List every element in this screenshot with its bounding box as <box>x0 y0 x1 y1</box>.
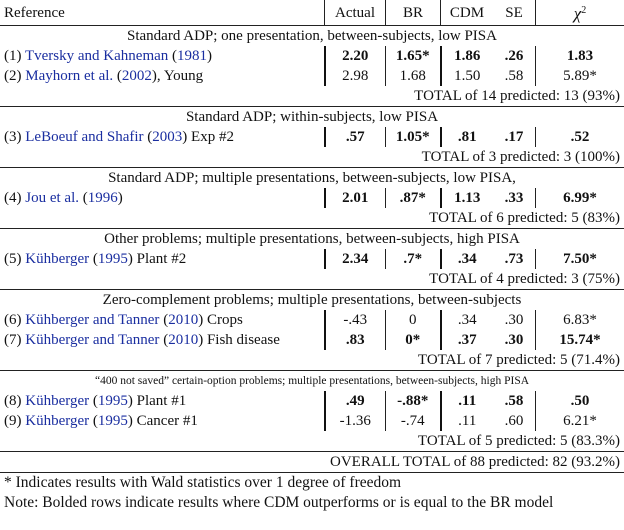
chi-squared-value: 6.83* <box>536 310 624 330</box>
section-total: TOTAL of 3 predicted: 3 (100%) <box>421 149 620 165</box>
section-title: Standard ADP; multiple presentations, between-subjects, low PISA, <box>0 168 624 189</box>
actual-value-bold: 2.34 <box>342 251 369 267</box>
br-value <box>386 127 441 147</box>
footnote-text: Note: Bolded rows indicate results where CDM outperforms or is equal to the BR model <box>4 494 554 511</box>
overall-total: OVERALL TOTAL of 88 predicted: 82 (93.2%) <box>0 452 624 473</box>
chi-squared-value <box>536 391 624 411</box>
reference-detail: Plant #1 <box>132 393 187 409</box>
section-title-row <box>0 168 624 189</box>
reference-cell <box>0 330 325 350</box>
reference-detail: Crops <box>203 312 243 328</box>
se-value-bold: .58 <box>504 393 524 409</box>
section-title: “400 not saved” certain-option problems; multiple presentations, between-subjects, high PISA <box>0 371 624 392</box>
citation-paren-open: ( <box>89 251 98 267</box>
table-row <box>0 127 624 147</box>
reference-detail: Exp #2 <box>187 129 234 145</box>
actual-value-bold: 2.20 <box>342 48 369 64</box>
citation-year-link[interactable]: 1995 <box>97 393 128 409</box>
cdm-value: 1.50 <box>441 66 494 86</box>
reference-detail: Plant #2 <box>132 251 187 267</box>
se-value <box>493 46 536 66</box>
cdm-value <box>441 188 494 208</box>
se-value <box>493 127 536 147</box>
citation-paren-close: ) <box>117 190 123 206</box>
actual-value <box>325 391 386 411</box>
se-value-bold: .17 <box>504 129 524 145</box>
se-value-bold: .73 <box>504 251 524 267</box>
cdm-value <box>441 249 494 269</box>
citation-paren-open: ( <box>89 413 98 429</box>
actual-value-bold: .57 <box>345 129 365 145</box>
chi-squared-value <box>536 330 624 350</box>
row-index: (6) <box>4 312 26 328</box>
section-title-row <box>0 290 624 311</box>
header-cdm: CDM <box>441 0 494 26</box>
footnote-text: * Indicates results with Wald statistics over 1 degree of freedom <box>0 473 624 494</box>
br-value-bold: .7* <box>403 251 423 267</box>
section-title-row <box>0 371 624 392</box>
br-value <box>386 249 441 269</box>
se-value-bold: .26 <box>504 48 524 64</box>
br-value <box>386 188 441 208</box>
citation-paren-close: ) <box>127 251 133 267</box>
section-total-row <box>0 208 624 229</box>
citation-year-link[interactable]: 2003 <box>152 129 183 145</box>
header-row <box>0 0 624 26</box>
br-value-bold: 1.65* <box>395 48 430 64</box>
chi-squared-value-bold: 7.50* <box>563 251 597 267</box>
row-index: (7) <box>4 332 26 348</box>
citation-year-link[interactable]: 2010 <box>168 332 199 348</box>
se-value <box>493 188 536 208</box>
br-value <box>386 46 441 66</box>
footnote-row <box>0 493 624 513</box>
section-total-row <box>0 431 624 452</box>
header-reference: Reference <box>4 5 65 21</box>
se-value: .58 <box>504 68 524 84</box>
citation-paren-open: ( <box>79 190 88 206</box>
citation-paren-close: ) <box>182 129 188 145</box>
citation-link[interactable]: Jou et al. <box>25 190 79 206</box>
citation-link[interactable]: Kühberger <box>25 393 90 409</box>
se-value-bold: .30 <box>504 332 524 348</box>
cdm-value-bold: .11 <box>458 393 477 409</box>
chi-squared-value: 5.89* <box>536 66 624 86</box>
overall-total-row <box>0 452 624 473</box>
section-title: Standard ADP; within-subjects, low PISA <box>0 107 624 128</box>
table-row <box>0 411 624 431</box>
header-se: SE <box>505 5 523 21</box>
reference-detail: Fish disease <box>203 332 280 348</box>
citation-paren-open: ( <box>143 129 153 145</box>
reference-detail: , Young <box>156 68 204 84</box>
reference-cell <box>0 66 325 86</box>
footnote-row <box>0 473 624 494</box>
row-index: (5) <box>4 251 26 267</box>
header-actual: Actual <box>325 0 386 26</box>
section-title-row <box>0 107 624 128</box>
row-index: (4) <box>4 190 26 206</box>
br-value-bold: .87* <box>399 190 426 206</box>
citation-link[interactable]: Mayhorn et al. <box>25 68 114 84</box>
chi-squared-value <box>536 127 624 147</box>
br-value: 0 <box>386 310 441 330</box>
reference-cell <box>0 391 325 411</box>
table-row <box>0 310 624 330</box>
table-row <box>0 66 624 86</box>
chi-squared-value-bold: 15.74* <box>559 332 601 348</box>
cdm-value: .34 <box>441 310 494 330</box>
cdm-value <box>441 46 494 66</box>
citation-paren-close: ) <box>198 312 204 328</box>
citation-paren-open: ( <box>159 332 169 348</box>
chi-squared-value-bold: .52 <box>570 129 590 145</box>
citation-link[interactable]: Tversky and Kahneman <box>24 48 169 64</box>
row-index: (3) <box>4 129 26 145</box>
cdm-value <box>441 330 494 350</box>
row-index: (9) <box>4 413 26 429</box>
citation-paren-open: ( <box>113 68 122 84</box>
br-value <box>386 391 441 411</box>
actual-value-bold: 2.01 <box>342 190 369 206</box>
section-total-row <box>0 350 624 371</box>
reference-cell <box>0 249 325 269</box>
header-chi-squared: $\chi^2$ <box>536 0 624 26</box>
citation-link[interactable]: Kühberger <box>25 251 90 267</box>
header-br: BR <box>386 0 441 26</box>
se-value-bold: .33 <box>504 190 524 206</box>
section-total-row <box>0 269 624 290</box>
section-total: TOTAL of 5 predicted: 5 (83.3%) <box>417 433 620 449</box>
cdm-value: .11 <box>441 411 494 431</box>
citation-paren-close: ) <box>127 413 133 429</box>
citation-paren-close: ) <box>207 48 213 64</box>
actual-value <box>325 127 386 147</box>
table-row <box>0 249 624 269</box>
section-title-row <box>0 26 624 47</box>
reference-detail: Cancer #1 <box>132 413 198 429</box>
table-row <box>0 188 624 208</box>
citation-paren-open: ( <box>159 312 169 328</box>
cdm-value-bold: .37 <box>457 332 477 348</box>
chi-squared-value <box>536 46 624 66</box>
chi-squared-value-bold: 6.99* <box>563 190 597 206</box>
citation-year-link[interactable]: 1995 <box>97 413 128 429</box>
chi-squared-value <box>536 188 624 208</box>
br-value: 1.68 <box>386 66 441 86</box>
citation-year-link[interactable]: 2010 <box>168 312 199 328</box>
section-title: Zero-complement problems; multiple presentations, between-subjects <box>0 290 624 311</box>
se-value <box>493 330 536 350</box>
chi-squared-value-bold: .50 <box>570 393 590 409</box>
chi-squared-value: 6.21* <box>536 411 624 431</box>
actual-value <box>325 188 386 208</box>
reference-cell <box>0 127 325 147</box>
actual-value-bold: .49 <box>345 393 365 409</box>
section-total: TOTAL of 6 predicted: 5 (83%) <box>429 210 620 226</box>
table-row <box>0 46 624 66</box>
se-value: .30 <box>504 312 524 328</box>
chi-squared-value-bold: 1.83 <box>566 48 594 64</box>
section-total-row <box>0 86 624 107</box>
chi-symbol: χ <box>573 4 582 23</box>
br-value <box>386 330 441 350</box>
br-value-bold: -.88* <box>397 393 429 409</box>
section-title: Other problems; multiple presentations, between-subjects, high PISA <box>0 229 624 250</box>
citation-year-link[interactable]: 1995 <box>97 251 128 267</box>
section-total: TOTAL of 4 predicted: 3 (75%) <box>429 271 620 287</box>
citation-year-link[interactable]: 1981 <box>177 48 208 64</box>
reference-cell <box>0 188 325 208</box>
reference-cell <box>0 46 325 66</box>
row-index: (8) <box>4 393 26 409</box>
cdm-value-bold: .81 <box>457 129 477 145</box>
citation-paren-open: ( <box>168 48 178 64</box>
actual-value-bold: .83 <box>345 332 365 348</box>
actual-value: 2.98 <box>325 66 386 86</box>
reference-cell <box>0 310 325 330</box>
br-value-bold: 1.05* <box>395 129 430 145</box>
citation-paren-close: ) <box>151 68 157 84</box>
table-row <box>0 330 624 350</box>
reference-cell <box>0 411 325 431</box>
citation-link[interactable]: LeBoeuf and Shafir <box>25 129 144 145</box>
cdm-value-bold: .34 <box>457 251 477 267</box>
actual-value <box>325 249 386 269</box>
actual-value: -1.36 <box>325 411 386 431</box>
section-total: TOTAL of 14 predicted: 13 (93%) <box>414 88 620 104</box>
citation-link[interactable]: Kühberger and Tanner <box>25 312 160 328</box>
section-title: Standard ADP; one presentation, between-subjects, low PISA <box>127 28 497 44</box>
row-index: (2) <box>4 68 26 84</box>
se-value <box>493 391 536 411</box>
actual-value <box>325 330 386 350</box>
section-total: TOTAL of 7 predicted: 5 (71.4%) <box>417 352 620 368</box>
table-row <box>0 391 624 411</box>
citation-paren-open: ( <box>89 393 98 409</box>
cdm-value <box>441 127 494 147</box>
citation-paren-close: ) <box>127 393 133 409</box>
cdm-value-bold: 1.13 <box>454 190 481 206</box>
chi-squared-value <box>536 249 624 269</box>
citation-paren-close: ) <box>198 332 204 348</box>
citation-year-link[interactable]: 1996 <box>87 190 118 206</box>
actual-value <box>325 46 386 66</box>
section-total-row <box>0 147 624 168</box>
row-index: (1) <box>4 48 25 64</box>
cdm-value <box>441 391 494 411</box>
section-title-row <box>0 229 624 250</box>
citation-link[interactable]: Kühberger <box>25 413 90 429</box>
citation-year-link[interactable]: 2002 <box>121 68 152 84</box>
citation-link[interactable]: Kühberger and Tanner <box>25 332 160 348</box>
br-value: -.74 <box>386 411 441 431</box>
se-value <box>493 249 536 269</box>
se-value: .60 <box>504 413 524 429</box>
actual-value: -.43 <box>325 310 386 330</box>
cdm-value-bold: 1.86 <box>454 48 481 64</box>
br-value-bold: 0* <box>405 332 421 348</box>
